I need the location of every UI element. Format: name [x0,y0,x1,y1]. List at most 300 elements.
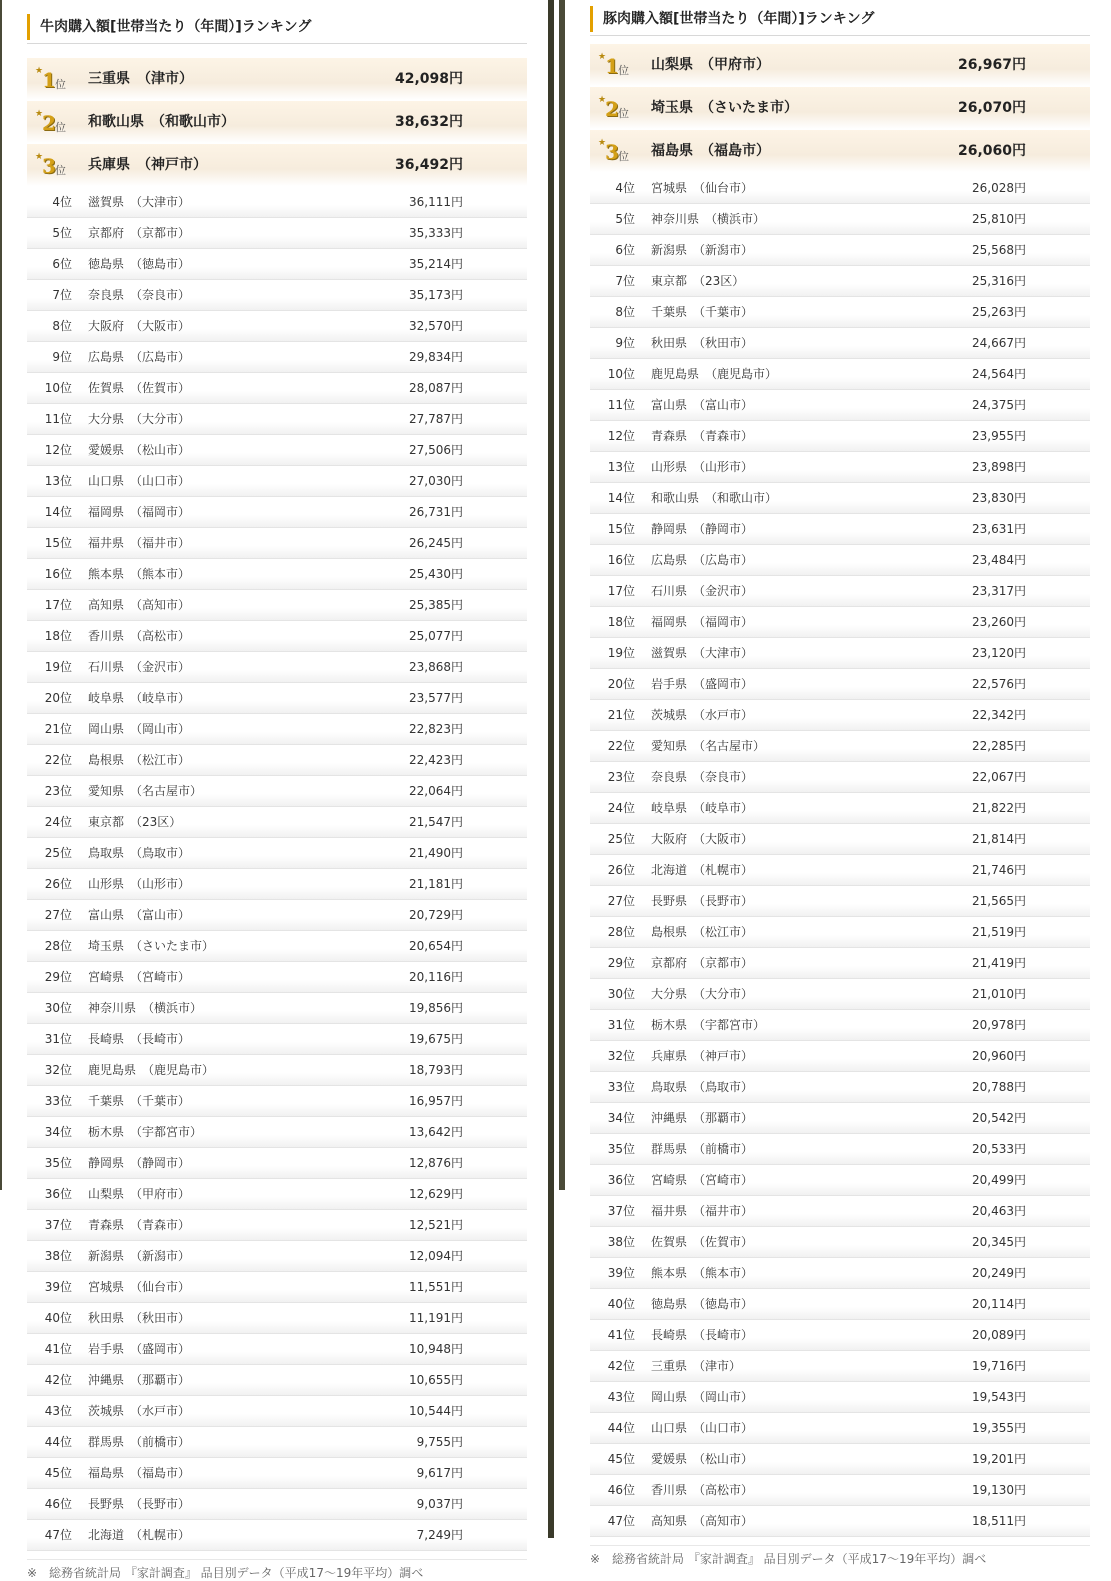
ranking-row [27,311,527,342]
rank-label: 45位 [607,1452,635,1466]
rank-label: 15位 [607,522,635,536]
ranking-row [590,390,1090,421]
rank-label: 10位 [607,367,635,381]
ranking-row [590,1103,1090,1134]
city-name: 大分県 （大分市） [651,987,754,1001]
city-name: 山梨県 （甲府市） [651,57,770,73]
city-name: 宮城県 （仙台市） [88,1280,191,1294]
amount-value: 23,484円 [972,553,1026,567]
title-divider [27,43,527,44]
ranking-row [27,497,527,528]
city-name: 千葉県 （千葉市） [88,1094,191,1108]
rank-label: 32位 [44,1063,72,1077]
rank-label: 14位 [44,505,72,519]
rank-label: 30位 [44,1001,72,1015]
amount-value: 13,642円 [409,1125,463,1139]
ranking-row [590,1444,1090,1475]
ranking-row [27,1458,527,1489]
ranking-row [590,1258,1090,1289]
city-name: 和歌山県 （和歌山市） [651,491,778,505]
amount-value: 19,130円 [972,1483,1026,1497]
ranking-row [590,886,1090,917]
amount-value: 32,570円 [409,319,463,333]
ranking-row [27,1241,527,1272]
city-name: 富山県 （富山市） [651,398,754,412]
ranking-row [590,359,1090,390]
amount-value: 21,010円 [972,987,1026,1001]
amount-value: 23,631円 [972,522,1026,536]
city-name: 神奈川県 （横浜市） [88,1001,203,1015]
rank-label: 18位 [607,615,635,629]
star-icon: ★ [598,95,607,105]
amount-value: 24,375円 [972,398,1026,412]
title-divider [590,35,1090,36]
city-name: 群馬県 （前橋市） [88,1435,191,1449]
beef-ranking-list [27,58,527,1551]
city-name: 岐阜県 （岐阜市） [651,801,754,815]
rank-label: 19位 [44,660,72,674]
amount-value: 26,070円 [957,100,1026,116]
rank-label: 36位 [44,1187,72,1201]
city-name: 新潟県 （新潟市） [88,1249,191,1263]
ranking-row [590,1041,1090,1072]
ranking-row [590,1289,1090,1320]
column-divider-secondary [559,0,565,1190]
ranking-row [590,483,1090,514]
ranking-row [590,824,1090,855]
rank-label: 26位 [607,863,635,877]
medal-rank-suffix: 位 [55,164,66,177]
rank-label: 4位 [52,195,72,209]
rank-label: 25位 [44,846,72,860]
amount-value: 20,542円 [972,1111,1026,1125]
city-name: 神奈川県 （横浜市） [651,212,766,226]
amount-value: 27,787円 [409,412,463,426]
rank-label: 13位 [607,460,635,474]
city-name: 埼玉県 （さいたま市） [651,100,798,116]
rank-label: 4位 [615,181,635,195]
city-name: 滋賀県 （大津市） [651,646,754,660]
city-name: 北海道 （札幌市） [88,1528,191,1542]
amount-value: 9,755円 [416,1435,463,1449]
amount-value: 23,898円 [972,460,1026,474]
amount-value: 20,960円 [972,1049,1026,1063]
medal-rank-suffix: 位 [618,64,629,77]
crown-medal-icon [598,52,632,78]
amount-value: 9,037円 [416,1497,463,1511]
city-name: 愛知県 （名古屋市） [88,784,203,798]
crown-medal-icon [35,109,69,135]
amount-value: 11,551円 [409,1280,463,1294]
pork-ranking-panel [590,0,1090,1567]
ranking-row [27,869,527,900]
amount-value: 19,201円 [972,1452,1026,1466]
rank-label: 38位 [44,1249,72,1263]
rank-label: 39位 [607,1266,635,1280]
ranking-row [590,1196,1090,1227]
city-name: 京都府 （京都市） [651,956,754,970]
city-name: 和歌山県 （和歌山市） [88,114,235,130]
city-name: 秋田県 （秋田市） [88,1311,191,1325]
amount-value: 10,655円 [409,1373,463,1387]
city-name: 岩手県 （盛岡市） [88,1342,191,1356]
amount-value: 23,955円 [972,429,1026,443]
city-name: 広島県 （広島市） [651,553,754,567]
city-name: 沖縄県 （那覇市） [651,1111,754,1125]
amount-value: 27,506円 [409,443,463,457]
amount-value: 10,948円 [409,1342,463,1356]
city-name: 山形県 （山形市） [651,460,754,474]
amount-value: 25,316円 [972,274,1026,288]
amount-value: 36,111円 [409,195,463,209]
amount-value: 20,978円 [972,1018,1026,1032]
rank-label: 31位 [44,1032,72,1046]
ranking-row [590,669,1090,700]
ranking-row [27,714,527,745]
ranking-row [590,514,1090,545]
rank-label: 25位 [607,832,635,846]
crown-medal-icon [35,152,69,178]
ranking-row [590,855,1090,886]
rank-label: 6位 [52,257,72,271]
amount-value: 23,317円 [972,584,1026,598]
rank-label: 23位 [44,784,72,798]
rank-label: 45位 [44,1466,72,1480]
amount-value: 12,094円 [409,1249,463,1263]
rank-label: 34位 [44,1125,72,1139]
beef-source-note: ※ 総務省統計局 『家計調査』 品目別データ（平成17～19年平均）調べ [27,1559,527,1581]
rank-label: 19位 [607,646,635,660]
amount-value: 26,731円 [409,505,463,519]
star-icon: ★ [35,109,44,119]
ranking-row [590,762,1090,793]
amount-value: 24,667円 [972,336,1026,350]
city-name: 佐賀県 （佐賀市） [651,1235,754,1249]
city-name: 長野県 （長野市） [88,1497,191,1511]
rank-label: 22位 [607,739,635,753]
ranking-row [590,638,1090,669]
crown-medal-icon [598,138,632,164]
rank-label: 16位 [44,567,72,581]
city-name: 島根県 （松江市） [651,925,754,939]
medal-rank-number: 1 [42,68,56,92]
rank-label: 22位 [44,753,72,767]
rank-label: 21位 [44,722,72,736]
left-edge-bar [0,0,2,1190]
amount-value: 20,116円 [409,970,463,984]
rank-label: 20位 [607,677,635,691]
amount-value: 22,823円 [409,722,463,736]
city-name: 鹿児島県 （鹿児島市） [651,367,778,381]
ranking-row [27,218,527,249]
amount-value: 19,675円 [409,1032,463,1046]
rank-label: 39位 [44,1280,72,1294]
crown-medal-icon [35,66,69,92]
ranking-row [27,1427,527,1458]
rank-label: 24位 [44,815,72,829]
rank-label: 42位 [607,1359,635,1373]
city-name: 熊本県 （熊本市） [88,567,191,581]
rank-label: 43位 [44,1404,72,1418]
ranking-row-top [590,130,1090,173]
city-name: 栃木県 （宇都宮市） [88,1125,203,1139]
ranking-row [590,452,1090,483]
amount-value: 25,385円 [409,598,463,612]
ranking-row [590,576,1090,607]
city-name: 長崎県 （長崎市） [651,1328,754,1342]
ranking-row [27,1303,527,1334]
ranking-row [27,373,527,404]
rank-label: 37位 [607,1204,635,1218]
amount-value: 23,830円 [972,491,1026,505]
medal-rank-number: 3 [605,140,619,164]
rank-label: 20位 [44,691,72,705]
ranking-row [27,1489,527,1520]
city-name: 山梨県 （甲府市） [88,1187,191,1201]
city-name: 長崎県 （長崎市） [88,1032,191,1046]
ranking-row-top [27,101,527,144]
amount-value: 20,788円 [972,1080,1026,1094]
ranking-row [590,1382,1090,1413]
city-name: 香川県 （高松市） [651,1483,754,1497]
ranking-row [590,1320,1090,1351]
city-name: 富山県 （富山市） [88,908,191,922]
rank-label: 32位 [607,1049,635,1063]
amount-value: 22,576円 [972,677,1026,691]
medal-rank-number: 2 [605,97,619,121]
amount-value: 25,077円 [409,629,463,643]
ranking-row [590,1010,1090,1041]
city-name: 佐賀県 （佐賀市） [88,381,191,395]
ranking-row [590,1227,1090,1258]
ranking-row [27,1334,527,1365]
rank-label: 46位 [44,1497,72,1511]
amount-value: 35,173円 [409,288,463,302]
city-name: 静岡県 （静岡市） [651,522,754,536]
rank-label: 35位 [44,1156,72,1170]
ranking-row [590,1475,1090,1506]
amount-value: 22,067円 [972,770,1026,784]
city-name: 宮崎県 （宮崎市） [88,970,191,984]
medal-rank-number: 2 [42,111,56,135]
rank-label: 47位 [607,1514,635,1528]
amount-value: 21,814円 [972,832,1026,846]
ranking-row [27,466,527,497]
city-name: 大阪府 （大阪市） [651,832,754,846]
rank-label: 29位 [44,970,72,984]
city-name: 兵庫県 （神戸市） [651,1049,754,1063]
ranking-row [27,590,527,621]
rank-label: 30位 [607,987,635,1001]
city-name: 福島県 （福島市） [88,1466,191,1480]
amount-value: 21,565円 [972,894,1026,908]
ranking-row [27,1055,527,1086]
city-name: 福井県 （福井市） [88,536,191,550]
amount-value: 20,089円 [972,1328,1026,1342]
pork-ranking-title: 豚肉購入額[世帯当たり（年間）]ランキング [590,6,1090,32]
rank-label: 13位 [44,474,72,488]
ranking-row [27,280,527,311]
city-name: 福岡県 （福岡市） [88,505,191,519]
city-name: 秋田県 （秋田市） [651,336,754,350]
ranking-row [27,1365,527,1396]
rank-label: 9位 [615,336,635,350]
ranking-row [27,435,527,466]
amount-value: 20,463円 [972,1204,1026,1218]
ranking-row [590,1506,1090,1537]
crown-medal-icon [598,95,632,121]
amount-value: 21,181円 [409,877,463,891]
city-name: 広島県 （広島市） [88,350,191,364]
city-name: 福島県 （福島市） [651,143,770,159]
amount-value: 42,098円 [394,71,463,87]
rank-label: 17位 [607,584,635,598]
city-name: 鹿児島県 （鹿児島市） [88,1063,215,1077]
rank-label: 33位 [607,1080,635,1094]
rank-label: 40位 [44,1311,72,1325]
city-name: 東京都 （23区） [88,815,182,829]
amount-value: 22,285円 [972,739,1026,753]
medal-rank-suffix: 位 [55,78,66,91]
rank-label: 21位 [607,708,635,722]
city-name: 熊本県 （熊本市） [651,1266,754,1280]
city-name: 福井県 （福井市） [651,1204,754,1218]
rank-label: 33位 [44,1094,72,1108]
amount-value: 25,568円 [972,243,1026,257]
city-name: 岡山県 （岡山市） [88,722,191,736]
amount-value: 35,214円 [409,257,463,271]
beef-ranking-panel [27,0,527,1581]
rank-label: 18位 [44,629,72,643]
rank-label: 8位 [52,319,72,333]
medal-rank-number: 1 [605,54,619,78]
ranking-row [590,173,1090,204]
city-name: 宮崎県 （宮崎市） [651,1173,754,1187]
rank-label: 43位 [607,1390,635,1404]
ranking-row [590,1413,1090,1444]
city-name: 奈良県 （奈良市） [651,770,754,784]
ranking-row [590,979,1090,1010]
rank-label: 9位 [52,350,72,364]
amount-value: 21,419円 [972,956,1026,970]
city-name: 群馬県 （前橋市） [651,1142,754,1156]
ranking-row [27,621,527,652]
ranking-row-top [590,44,1090,87]
ranking-row [27,838,527,869]
amount-value: 22,423円 [409,753,463,767]
city-name: 愛媛県 （松山市） [88,443,191,457]
amount-value: 36,492円 [394,157,463,173]
rank-label: 27位 [607,894,635,908]
ranking-row [590,1351,1090,1382]
amount-value: 23,577円 [409,691,463,705]
amount-value: 20,729円 [409,908,463,922]
amount-value: 22,064円 [409,784,463,798]
city-name: 高知県 （高知市） [88,598,191,612]
amount-value: 7,249円 [416,1528,463,1542]
medal-rank-suffix: 位 [618,107,629,120]
rank-label: 41位 [607,1328,635,1342]
city-name: 福岡県 （福岡市） [651,615,754,629]
city-name: 京都府 （京都市） [88,226,191,240]
amount-value: 16,957円 [409,1094,463,1108]
medal-rank-number: 3 [42,154,56,178]
rank-label: 42位 [44,1373,72,1387]
amount-value: 21,490円 [409,846,463,860]
rank-label: 11位 [607,398,635,412]
rank-label: 28位 [607,925,635,939]
ranking-row [590,328,1090,359]
rank-label: 27位 [44,908,72,922]
ranking-row [27,249,527,280]
amount-value: 20,114円 [972,1297,1026,1311]
rank-label: 16位 [607,553,635,567]
ranking-row [27,652,527,683]
city-name: 岩手県 （盛岡市） [651,677,754,691]
ranking-row [27,1086,527,1117]
ranking-row [27,1148,527,1179]
amount-value: 19,355円 [972,1421,1026,1435]
ranking-row [27,900,527,931]
city-name: 愛媛県 （松山市） [651,1452,754,1466]
ranking-row [590,545,1090,576]
amount-value: 21,519円 [972,925,1026,939]
ranking-row [590,297,1090,328]
city-name: 奈良県 （奈良市） [88,288,191,302]
city-name: 三重県 （津市） [651,1359,742,1373]
rank-label: 12位 [44,443,72,457]
column-divider [548,0,554,1538]
beef-ranking-title: 牛肉購入額[世帯当たり（年間）]ランキング [27,14,527,40]
rank-label: 7位 [615,274,635,288]
city-name: 青森県 （青森市） [651,429,754,443]
rank-label: 44位 [44,1435,72,1449]
ranking-row [27,1179,527,1210]
city-name: 岐阜県 （岐阜市） [88,691,191,705]
city-name: 兵庫県 （神戸市） [88,157,207,173]
city-name: 石川県 （金沢市） [651,584,754,598]
ranking-row [590,700,1090,731]
amount-value: 20,499円 [972,1173,1026,1187]
rank-label: 15位 [44,536,72,550]
city-name: 大分県 （大分市） [88,412,191,426]
amount-value: 19,716円 [972,1359,1026,1373]
medal-rank-suffix: 位 [55,121,66,134]
rank-label: 7位 [52,288,72,302]
ranking-row [590,948,1090,979]
city-name: 埼玉県 （さいたま市） [88,939,215,953]
ranking-row [27,776,527,807]
amount-value: 10,544円 [409,1404,463,1418]
ranking-row [27,404,527,435]
city-name: 茨城県 （水戸市） [88,1404,191,1418]
medal-rank-suffix: 位 [618,150,629,163]
ranking-row [590,421,1090,452]
city-name: 岡山県 （岡山市） [651,1390,754,1404]
amount-value: 12,521円 [409,1218,463,1232]
rank-label: 17位 [44,598,72,612]
city-name: 山形県 （山形市） [88,877,191,891]
star-icon: ★ [35,152,44,162]
ranking-row-top [27,58,527,101]
rank-label: 47位 [44,1528,72,1542]
amount-value: 25,263円 [972,305,1026,319]
city-name: 東京都 （23区） [651,274,745,288]
rank-label: 5位 [52,226,72,240]
amount-value: 22,342円 [972,708,1026,722]
city-name: 高知県 （高知市） [651,1514,754,1528]
rank-label: 10位 [44,381,72,395]
